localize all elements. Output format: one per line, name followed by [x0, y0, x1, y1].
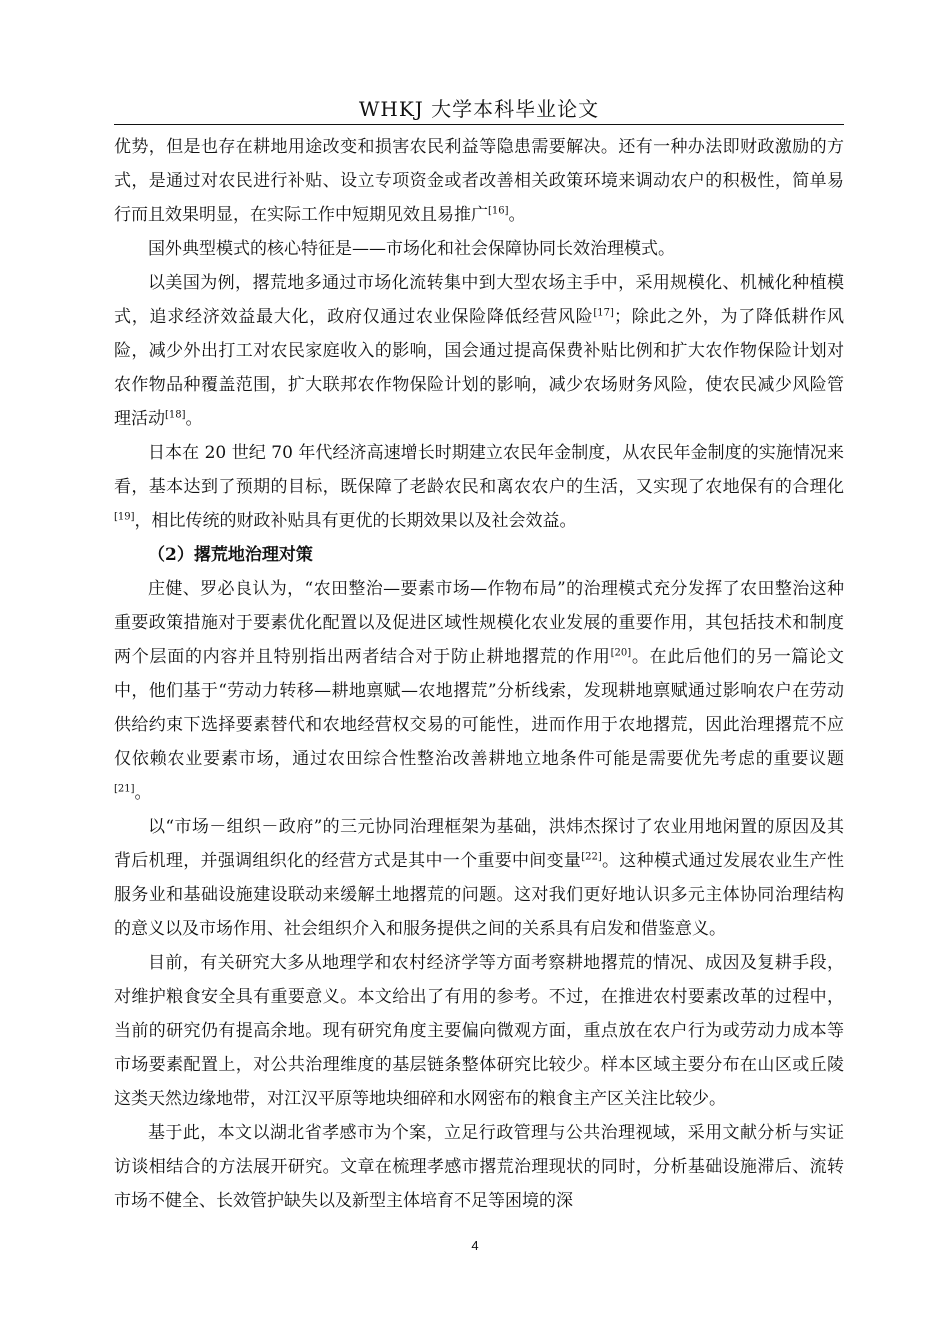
paragraph-text: 以“市场－组织－政府”的三元协同治理框架为基础，洪炜杰探讨了农业用地闲置的原因及其背后机理，并强调组织化的经营方式是其中一个重要中间变量	[114, 817, 844, 871]
paragraph-hong	[114, 810, 844, 946]
paragraph-current-research	[114, 946, 844, 1116]
body-text	[114, 130, 844, 1218]
paragraph-zhuang-luo	[114, 572, 844, 810]
citation-ref: [20]	[610, 647, 632, 659]
paragraph-usa	[114, 266, 844, 436]
paragraph-tail: 。	[134, 783, 152, 803]
paragraph-tail: 。	[508, 205, 526, 225]
paragraph-text: 以美国为例，撂荒地多通过市场化流转集中到大型农场主手中，采用规模化、机械化种植模式，追求经济效益最大化，政府仅通过农业保险降低经营风险	[114, 273, 844, 327]
paragraph-tail: ，相比传统的财政补贴具有更优的长期效果以及社会效益。	[134, 511, 577, 531]
citation-ref: [22]	[581, 851, 602, 863]
page-number: 4	[471, 1238, 479, 1253]
header-rule	[114, 124, 844, 125]
page-header: WHKJ 大学本科毕业论文	[358, 97, 600, 121]
paragraph-this-study	[114, 1116, 844, 1218]
paragraph-text: 国外典型模式的核心特征是——市场化和社会保障协同长效治理模式。	[148, 239, 675, 259]
citation-ref: [18]	[165, 409, 186, 421]
citation-ref: [19]	[114, 511, 135, 523]
paragraph-japan	[114, 436, 844, 538]
citation-ref: [17]	[593, 307, 614, 319]
paragraph-foreign-models	[114, 232, 844, 266]
paragraph-text: 优势，但是也存在耕地用途改变和损害农民利益等隐患需要解决。还有一种办法即财政激励的方式，是通过对农民进行补贴、设立专项资金或者改善相关政策环境来调动农户的积极性，简单易行而且效果明显，在实际工作中短期见效且易推广	[114, 137, 844, 225]
paragraph-text: 目前，有关研究大多从地理学和农村经济学等方面考察耕地撂荒的情况、成因及复耕手段，对维护粮食安全具有重要意义。本文给出了有用的参考。不过，在推进农村要素改革的过程中，当前的研究仍有提高余地。现有研究角度主要偏向微观方面，重点放在农户行为或劳动力成本等市场要素配置上，对公共治理维度的基层链条整体研究比较少。样本区域主要分布在山区或丘陵这类天然边缘地带，对江汉平原等地块细碎和水网密布的粮食主产区关注比较少。	[114, 953, 844, 1109]
section-heading: （2）撂荒地治理对策	[148, 545, 313, 565]
paragraph-tail: 。在此后他们的另一篇论文中，他们基于“劳动力转移—耕地禀赋—农地撂荒”分析线索，发现耕地禀赋通过影响农户在劳动供给约束下选择要素替代和农地经营权交易的可能性，进而作用于农地撂荒，因此治理撂荒不应仅依赖农业要素市场，通过农田综合性整治改善耕地立地条件可能是需要优先考虑的重要议题	[114, 647, 845, 769]
paragraph-tail: 。这种模式通过发展农业生产性服务业和基础设施建设联动来缓解土地撂荒的问题。这对我们更好地认识多元主体协同治理结构的意义以及市场作用、社会组织介入和服务提供之间的关系具有启发和借鉴意义。	[114, 851, 845, 939]
citation-ref: [21]	[114, 783, 135, 795]
paragraph-text: 日本在 20 世纪 70 年代经济高速增长时期建立农民年金制度，从农民年金制度的实施情况来看，基本达到了预期的目标，既保障了老龄农民和离农农户的生活，又实现了农地保有的合理化	[114, 443, 844, 497]
paragraph-tail: 。	[185, 409, 203, 429]
paragraph-tail: ；除此之外，为了降低耕作风险，减少外出打工对农民家庭收入的影响，国会通过提高保费补贴比例和扩大农作物保险计划对农作物品种覆盖范围，扩大联邦农作物保险计划的影响，减少农场财务风险，使农民减少风险管理活动	[114, 307, 845, 429]
paragraph-text: 基于此，本文以湖北省孝感市为个案，立足行政管理与公共治理视域，采用文献分析与实证访谈相结合的方法展开研究。文章在梳理孝感市撂荒治理现状的同时，分析基础设施滞后、流转市场不健全、长效管护缺失以及新型主体培育不足等困境的深	[114, 1123, 844, 1211]
paragraph-text: 庄健、罗必良认为，“农田整治—要素市场—作物布局”的治理模式充分发挥了农田整治这种重要政策措施对于要素优化配置以及促进区域性规模化农业发展的重要作用，其包括技术和制度两个层面的内容并且特别指出两者结合对于防止耕地撂荒的作用	[114, 579, 844, 667]
citation-ref: [16]	[488, 205, 509, 217]
paragraph-financial-incentive	[114, 130, 844, 232]
